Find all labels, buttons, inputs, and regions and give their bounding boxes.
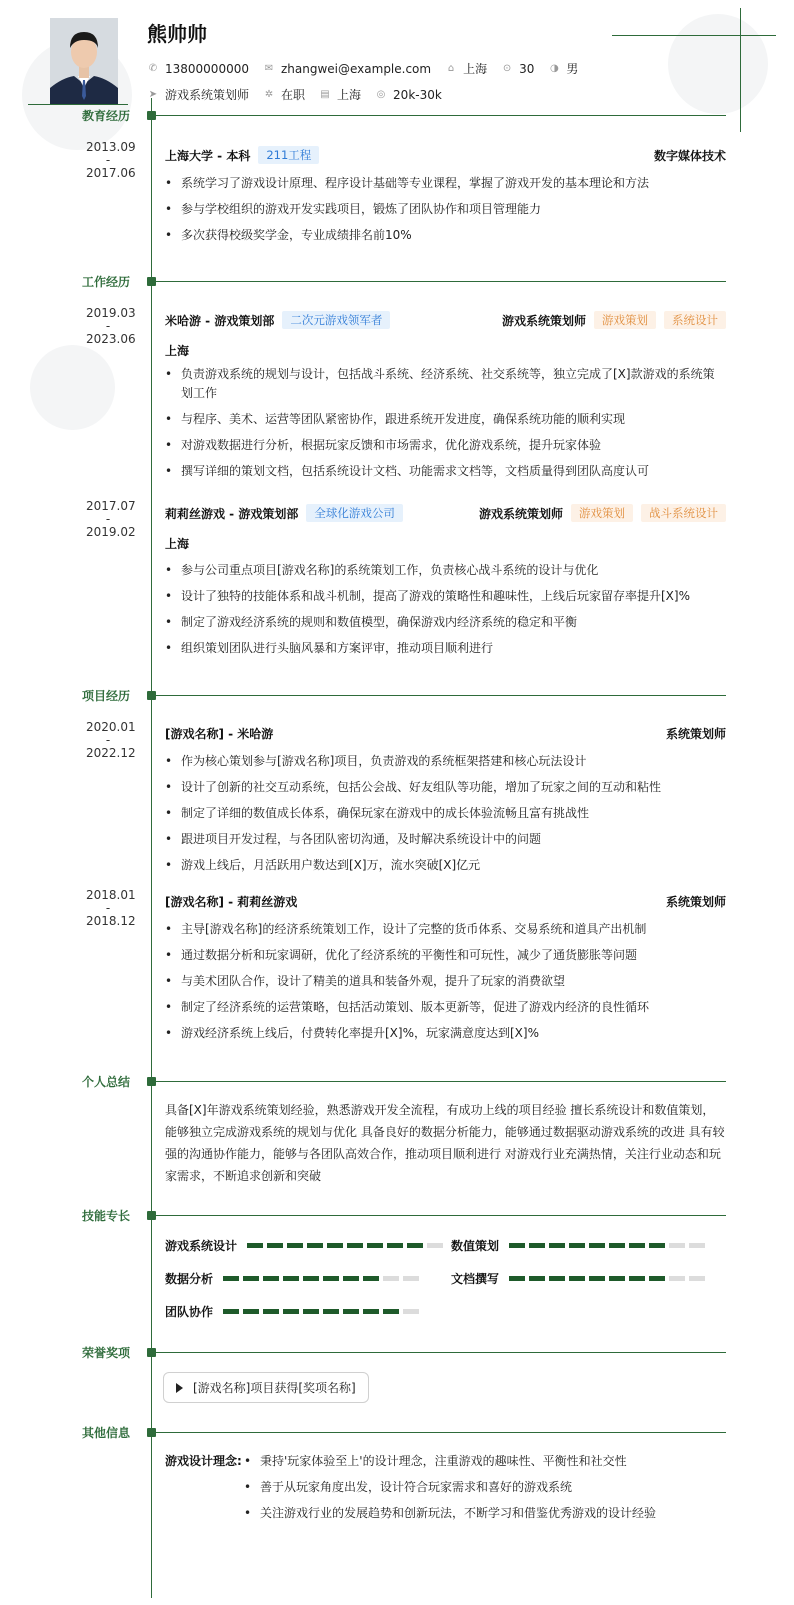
date-range: 2020.01 - 2022.12 (86, 720, 136, 760)
section-title-skills: 技能专长 (82, 1209, 131, 1223)
skill-name: 数据分析 (165, 1272, 214, 1286)
list-item: • 多次获得校级奖学金，专业成绩排名前10% (165, 226, 726, 245)
skill-bar-segment (343, 1309, 359, 1314)
company-tag: 二次元游戏领军者 (282, 311, 390, 329)
play-icon (176, 1383, 183, 1393)
skill-name: 数值策划 (451, 1239, 500, 1253)
section-divider (156, 281, 726, 282)
section-dot (147, 1348, 156, 1357)
list-item: • 通过数据分析和玩家调研，优化了经济系统的平衡性和可玩性，减少了通货膨胀等问题 (165, 946, 726, 965)
gender: 男 (566, 62, 579, 76)
list-item: • 系统学习了游戏设计原理、程序设计基础等专业课程，掌握了游戏开发的基本理论和方法 (165, 174, 726, 193)
section-divider (156, 115, 726, 116)
work-header (165, 311, 726, 329)
list-item: • 组织策划团队进行头脑风暴和方案评审，推动项目顺利进行 (165, 639, 726, 658)
skill-level-bar (509, 1276, 709, 1281)
project-header (165, 893, 726, 910)
skill-bar-segment (569, 1276, 585, 1281)
other-list (244, 1452, 656, 1530)
date-range: 2019.03 - 2023.06 (86, 306, 136, 346)
decor-line (740, 8, 741, 132)
section-title-honors: 荣誉奖项 (82, 1346, 131, 1360)
work-bullets (165, 365, 726, 488)
list-item: • 参与学校组织的游戏开发实践项目，锻炼了团队协作和项目管理能力 (165, 200, 726, 219)
skill-bar-segment (403, 1309, 419, 1314)
skill-bar-segment (529, 1243, 545, 1248)
skill-bar-segment (609, 1276, 625, 1281)
work-location: 上海 (165, 537, 190, 551)
email-icon: ✉ (264, 62, 274, 74)
skill-bar-segment (669, 1276, 685, 1281)
list-item: • 负责游戏系统的规划与设计，包括战斗系统、经济系统、社交系统等，独立完成了[X]款游戏的系统策划工作 (165, 365, 726, 403)
skill-bar-segment (267, 1243, 283, 1248)
skill-bar-segment (243, 1309, 259, 1314)
skill-bar-segment (509, 1243, 525, 1248)
status-icon: ✲ (264, 88, 274, 100)
skill-item (451, 1270, 709, 1287)
city: 上海 (463, 62, 488, 76)
skill-bar-segment (367, 1243, 383, 1248)
skill-bar-segment (263, 1309, 279, 1314)
skill-bar-segment (407, 1243, 423, 1248)
gender-icon: ◑ (550, 62, 559, 74)
list-item: • 制定了经济系统的运营策略，包括活动策划、版本更新等，促进了游戏内经济的良性循环 (165, 998, 726, 1017)
education-bullets (165, 174, 726, 252)
company-name: 莉莉丝游戏 - 游戏策划部 (165, 506, 299, 521)
list-item: • 游戏经济系统上线后，付费转化率提升[X]%，玩家满意度达到[X]% (165, 1024, 726, 1043)
list-item: • 游戏上线后，月活跃用户数达到[X]万，流水突破[X]亿元 (165, 856, 726, 875)
skill-bar-segment (669, 1243, 685, 1248)
salary: 20k-30k (393, 87, 442, 102)
skill-bar-segment (427, 1243, 443, 1248)
award-item[interactable] (163, 1372, 369, 1403)
salary-icon: ◎ (376, 88, 386, 100)
summary-text: 具备[X]年游戏系统策划经验，熟悉游戏开发全流程，有成功上线的项目经验 擅长系统设计和数值策划，能够独立完成游戏系统的规划与优化 具备良好的数据分析能力，能够通过数据驱动游戏系统的改进 具有较强的沟通协作能力，能够与各团队高效合作，推动项目顺利进行 对游戏行业充满热情，关注行业动态和玩家需求，不断追求创新和突破 (165, 1103, 725, 1183)
section-title-other: 其他信息 (82, 1426, 131, 1440)
skill-bar-segment (383, 1276, 399, 1281)
project-bullets (165, 752, 726, 882)
skill-bar-segment (589, 1243, 605, 1248)
skill-bar-segment (363, 1276, 379, 1281)
section-divider (156, 1081, 726, 1082)
list-item: • 主导[游戏名称]的经济系统策划工作，设计了完整的货币体系、交易系统和道具产出机制 (165, 920, 726, 939)
age-icon: ⊙ (502, 62, 512, 74)
skill-bar-segment (589, 1276, 605, 1281)
skill-bar-segment (363, 1309, 379, 1314)
skill-level-bar (223, 1309, 423, 1314)
skill-bar-segment (689, 1276, 705, 1281)
skill-bar-segment (327, 1243, 343, 1248)
work-bullets (165, 561, 726, 665)
skill-item (165, 1237, 447, 1254)
list-item: • 与程序、美术、运营等团队紧密协作，跟进系统开发进度，确保系统功能的顺利实现 (165, 410, 726, 429)
section-divider (156, 695, 726, 696)
skill-bar-segment (223, 1309, 239, 1314)
skill-bar-segment (509, 1276, 525, 1281)
skill-bar-segment (387, 1243, 403, 1248)
skill-bar-segment (307, 1243, 323, 1248)
skill-bar-segment (649, 1243, 665, 1248)
skill-tag: 游戏策划 (594, 311, 656, 329)
skill-level-bar (247, 1243, 447, 1248)
date-range: 2018.01 - 2018.12 (86, 888, 136, 928)
skill-name: 文档撰写 (451, 1272, 500, 1286)
skill-bar-segment (263, 1276, 279, 1281)
list-item: • 设计了创新的社交互动系统，包括公会战、好友组队等功能，增加了玩家之间的互动和粘性 (165, 778, 726, 797)
project-name: [游戏名称] - 米哈游 (165, 727, 274, 741)
section-divider (156, 1432, 726, 1433)
skill-bar-segment (347, 1243, 363, 1248)
list-item: • 秉持'玩家体验至上'的设计理念，注重游戏的趣味性、平衡性和社交性 (244, 1452, 656, 1471)
work-location: 上海 (165, 344, 190, 358)
school-tag: 211工程 (258, 146, 319, 164)
skill-bar-segment (383, 1309, 399, 1314)
skill-bar-segment (529, 1276, 545, 1281)
contact-row (147, 60, 592, 77)
building-icon: ▤ (320, 88, 330, 100)
send-icon: ➤ (148, 88, 158, 100)
skill-bar-segment (223, 1276, 239, 1281)
list-item: • 善于从玩家角度出发，设计符合玩家需求和喜好的游戏系统 (244, 1478, 656, 1497)
list-item: • 作为核心策划参与[游戏名称]项目，负责游戏的系统框架搭建和核心玩法设计 (165, 752, 726, 771)
skill-bar-segment (609, 1243, 625, 1248)
section-title-summary: 个人总结 (82, 1075, 131, 1089)
skill-bar-segment (323, 1309, 339, 1314)
section-divider (156, 1352, 726, 1353)
list-item: • 制定了游戏经济系统的规则和数值模型，确保游戏内经济系统的稳定和平衡 (165, 613, 726, 632)
decor-circle (668, 14, 768, 114)
job-role: 游戏系统策划师 (501, 313, 586, 328)
age: 30 (519, 61, 535, 76)
company-tag: 全球化游戏公司 (306, 504, 403, 522)
award-text: [游戏名称]项目获得[奖项名称] (193, 1381, 356, 1395)
list-item: • 跟进项目开发过程，与各团队密切沟通，及时解决系统设计中的问题 (165, 830, 726, 849)
avatar-image (50, 18, 118, 104)
work-header (165, 504, 726, 522)
skill-bar-segment (323, 1276, 339, 1281)
home-icon: ⌂ (447, 62, 455, 74)
list-item: • 撰写详细的策划文档，包括系统设计文档、功能需求文档等，文档质量得到团队高度认可 (165, 462, 726, 481)
skill-bar-segment (629, 1276, 645, 1281)
section-dot (147, 277, 156, 286)
section-title-projects: 项目经历 (82, 689, 131, 703)
skill-bar-segment (629, 1243, 645, 1248)
skill-item (451, 1237, 709, 1254)
project-header (165, 725, 726, 742)
skill-bar-segment (303, 1276, 319, 1281)
skill-tag: 战斗系统设计 (641, 504, 726, 522)
section-dot (147, 1428, 156, 1437)
project-name: [游戏名称] - 莉莉丝游戏 (165, 895, 298, 909)
job-intent-row (147, 86, 456, 103)
candidate-name: 熊帅帅 (147, 22, 207, 46)
skill-bar-segment (243, 1276, 259, 1281)
skill-bar-segment (283, 1309, 299, 1314)
skill-item (165, 1303, 423, 1320)
other-label: 游戏设计理念: (165, 1454, 242, 1468)
skill-bar-segment (247, 1243, 263, 1248)
section-dot (147, 1211, 156, 1220)
section-title-education: 教育经历 (82, 109, 131, 123)
project-bullets (165, 920, 726, 1050)
skill-bar-segment (283, 1276, 299, 1281)
skill-bar-segment (303, 1309, 319, 1314)
education-header (165, 146, 726, 164)
timeline-line (151, 98, 152, 1598)
skill-level-bar (509, 1243, 709, 1248)
date-range: 2013.09 - 2017.06 (86, 140, 136, 180)
section-title-work: 工作经历 (82, 275, 131, 289)
skill-bar-segment (549, 1276, 565, 1281)
section-dot (147, 691, 156, 700)
avatar (50, 18, 118, 104)
skill-name: 游戏系统设计 (165, 1239, 238, 1253)
decor-line (28, 104, 128, 105)
skill-name: 团队协作 (165, 1305, 214, 1319)
skill-tag: 系统设计 (664, 311, 726, 329)
skill-bar-segment (403, 1276, 419, 1281)
project-role: 系统策划师 (665, 727, 726, 741)
phone: 13800000000 (165, 61, 249, 76)
list-item: • 与美术团队合作，设计了精美的道具和装备外观，提升了玩家的消费欲望 (165, 972, 726, 991)
section-dot (147, 1077, 156, 1086)
school-name: 上海大学 - 本科 (165, 148, 251, 163)
skill-bar-segment (549, 1243, 565, 1248)
list-item: • 制定了详细的数值成长体系，确保玩家在游戏中的成长体验流畅且富有挑战性 (165, 804, 726, 823)
job-role: 游戏系统策划师 (478, 506, 563, 521)
section-divider (156, 1215, 726, 1216)
list-item: • 关注游戏行业的发展趋势和创新玩法，不断学习和借鉴优秀游戏的设计经验 (244, 1504, 656, 1523)
skill-bar-segment (689, 1243, 705, 1248)
skill-tag: 游戏策划 (571, 504, 633, 522)
list-item: • 参与公司重点项目[游戏名称]的系统策划工作，负责核心战斗系统的设计与优化 (165, 561, 726, 580)
job-status: 在职 (281, 88, 306, 102)
project-role: 系统策划师 (665, 895, 726, 909)
major: 数字媒体技术 (653, 148, 726, 163)
job-target: 游戏系统策划师 (165, 88, 250, 102)
skill-level-bar (223, 1276, 423, 1281)
skill-bar-segment (649, 1276, 665, 1281)
email: zhangwei@example.com (280, 61, 432, 76)
list-item: • 对游戏数据进行分析，根据玩家反馈和市场需求，优化游戏系统，提升玩家体验 (165, 436, 726, 455)
list-item: • 设计了独特的技能体系和战斗机制，提高了游戏的策略性和趣味性，上线后玩家留存率提升[X]% (165, 587, 726, 606)
work-city: 上海 (337, 88, 362, 102)
phone-icon: ✆ (148, 62, 158, 74)
company-name: 米哈游 - 游戏策划部 (165, 313, 275, 328)
skill-bar-segment (569, 1243, 585, 1248)
section-dot (147, 111, 156, 120)
date-range: 2017.07 - 2019.02 (86, 499, 136, 539)
decor-line (612, 35, 776, 36)
skill-bar-segment (343, 1276, 359, 1281)
decor-circle (30, 345, 115, 430)
skill-bar-segment (287, 1243, 303, 1248)
skill-item (165, 1270, 423, 1287)
